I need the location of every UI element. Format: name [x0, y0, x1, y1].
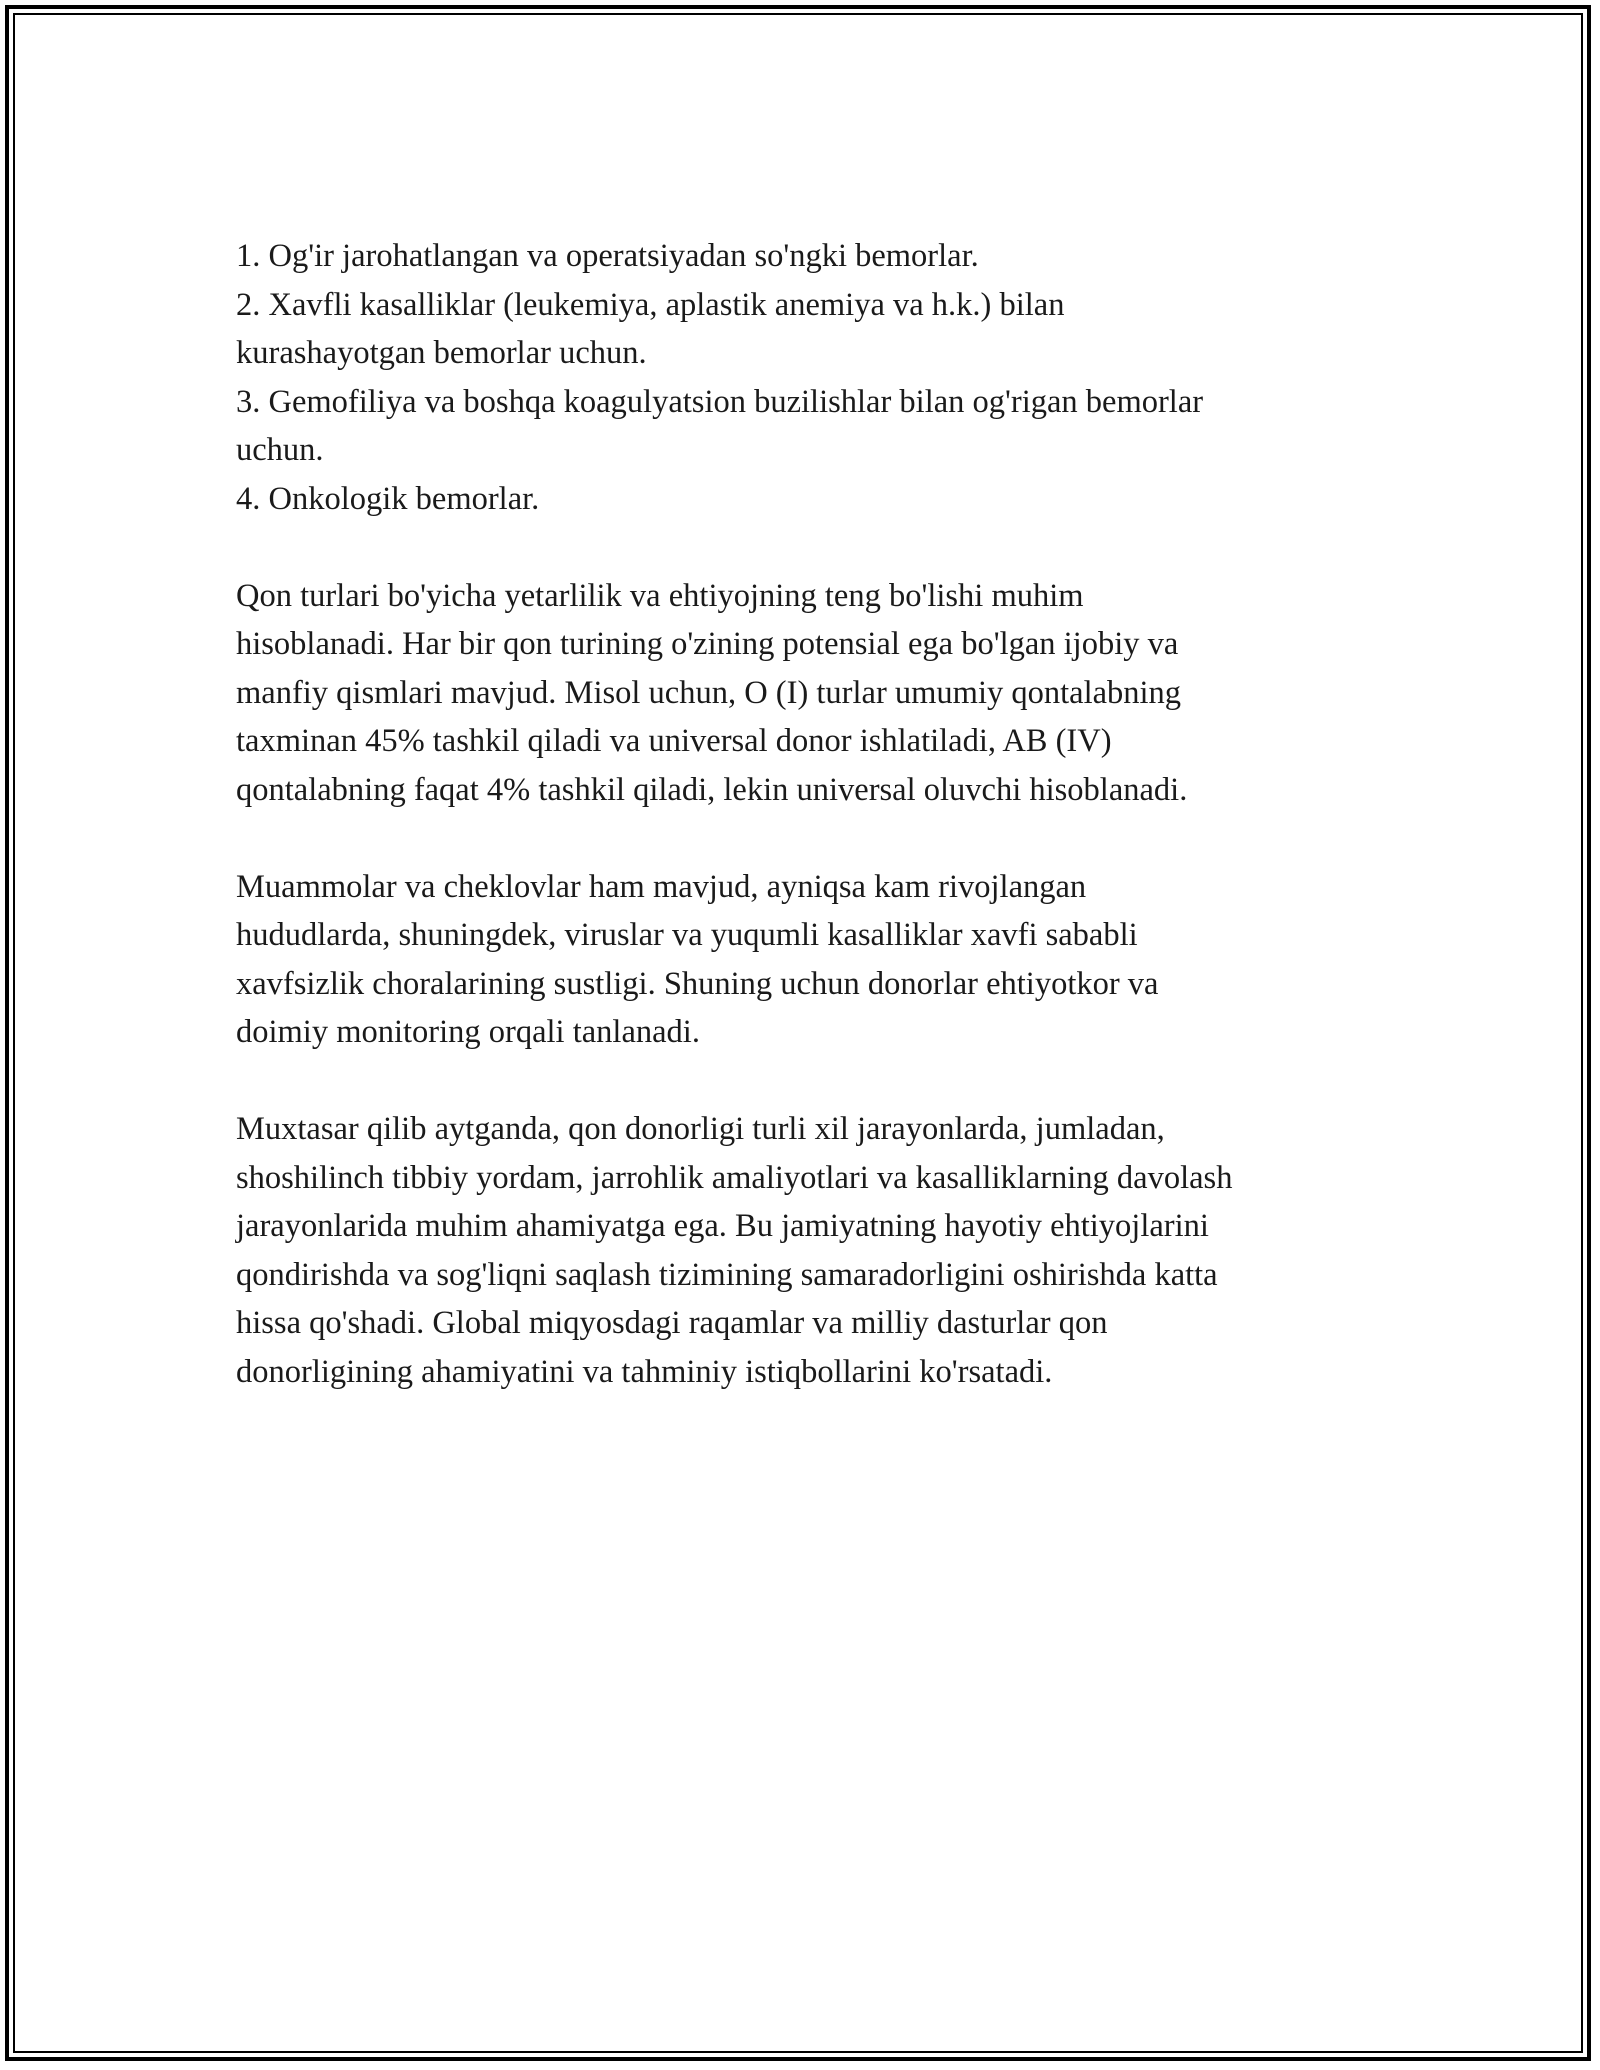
summary-paragraph [236, 1105, 1376, 1396]
list-item-continuation: uchun. [236, 432, 324, 468]
paragraph-line: hisoblanadi. Har bir qon turining o'zining potensial ega bo'lgan ijobiy va [236, 626, 1179, 662]
list-item: 1. Og'ir jarohatlangan va operatsiyadan so'ngki bemorlar. [236, 238, 979, 274]
list-item-continuation: kurashayotgan bemorlar uchun. [236, 335, 647, 371]
recipient-list [236, 232, 1376, 523]
list-item: 4. Onkologik bemorlar. [236, 480, 540, 517]
paragraph-line: jarayonlarida muhim ahamiyatga ega. Bu jamiyatning hayotiy ehtiyojlarini [236, 1208, 1209, 1244]
paragraph-line: shoshilinch tibbiy yordam, jarrohlik amaliyotlari va kasalliklarning davolash [236, 1159, 1233, 1196]
paragraph-line: manfiy qismlari mavjud. Misol uchun, O (I) turlar umumiy qontalabning [236, 674, 1182, 711]
paragraph-line: hissa qo'shadi. Global miqyosdagi raqamlar va milliy dasturlar qon [236, 1305, 1108, 1341]
paragraph-line: xavfsizlik choralarining sustligi. Shuning uchun donorlar ehtiyotkor va [236, 965, 1159, 1002]
document-body [236, 232, 1376, 1396]
paragraph-line: taxminan 45% tashkil qiladi va universal donor ishlatiladi, AB (IV) [236, 723, 1112, 759]
paragraph-line: hududlarda, shuningdek, viruslar va yuqumli kasalliklar xavfi sababli [236, 917, 1138, 953]
problems-paragraph [236, 863, 1376, 1057]
paragraph-line: qondirishda va sog'liqni saqlash tizimining samaradorligini oshirishda katta [236, 1256, 1218, 1293]
list-item: 2. Xavfli kasalliklar (leukemiya, aplastik anemiya va h.k.) bilan [236, 286, 1065, 323]
paragraph-line: donorligining ahamiyatini va tahminiy istiqbollarini ko'rsatadi. [236, 1353, 1053, 1390]
blood-types-paragraph [236, 572, 1376, 815]
list-item: 3. Gemofiliya va boshqa koagulyatsion buzilishlar bilan og'rigan bemorlar [236, 383, 1204, 420]
paragraph-line: Muxtasar qilib aytganda, qon donorligi turli xil jarayonlarda, jumladan, [236, 1111, 1165, 1147]
paragraph-line: qontalabning faqat 4% tashkil qiladi, lekin universal oluvchi hisoblanadi. [236, 771, 1188, 808]
paragraph-line: doimiy monitoring orqali tanlanadi. [236, 1014, 700, 1050]
paragraph-line: Muammolar va cheklovlar ham mavjud, ayniqsa kam rivojlangan [236, 868, 1087, 905]
paragraph-line: Qon turlari bo'yicha yetarlilik va ehtiyojning teng bo'lishi muhim [236, 577, 1084, 614]
